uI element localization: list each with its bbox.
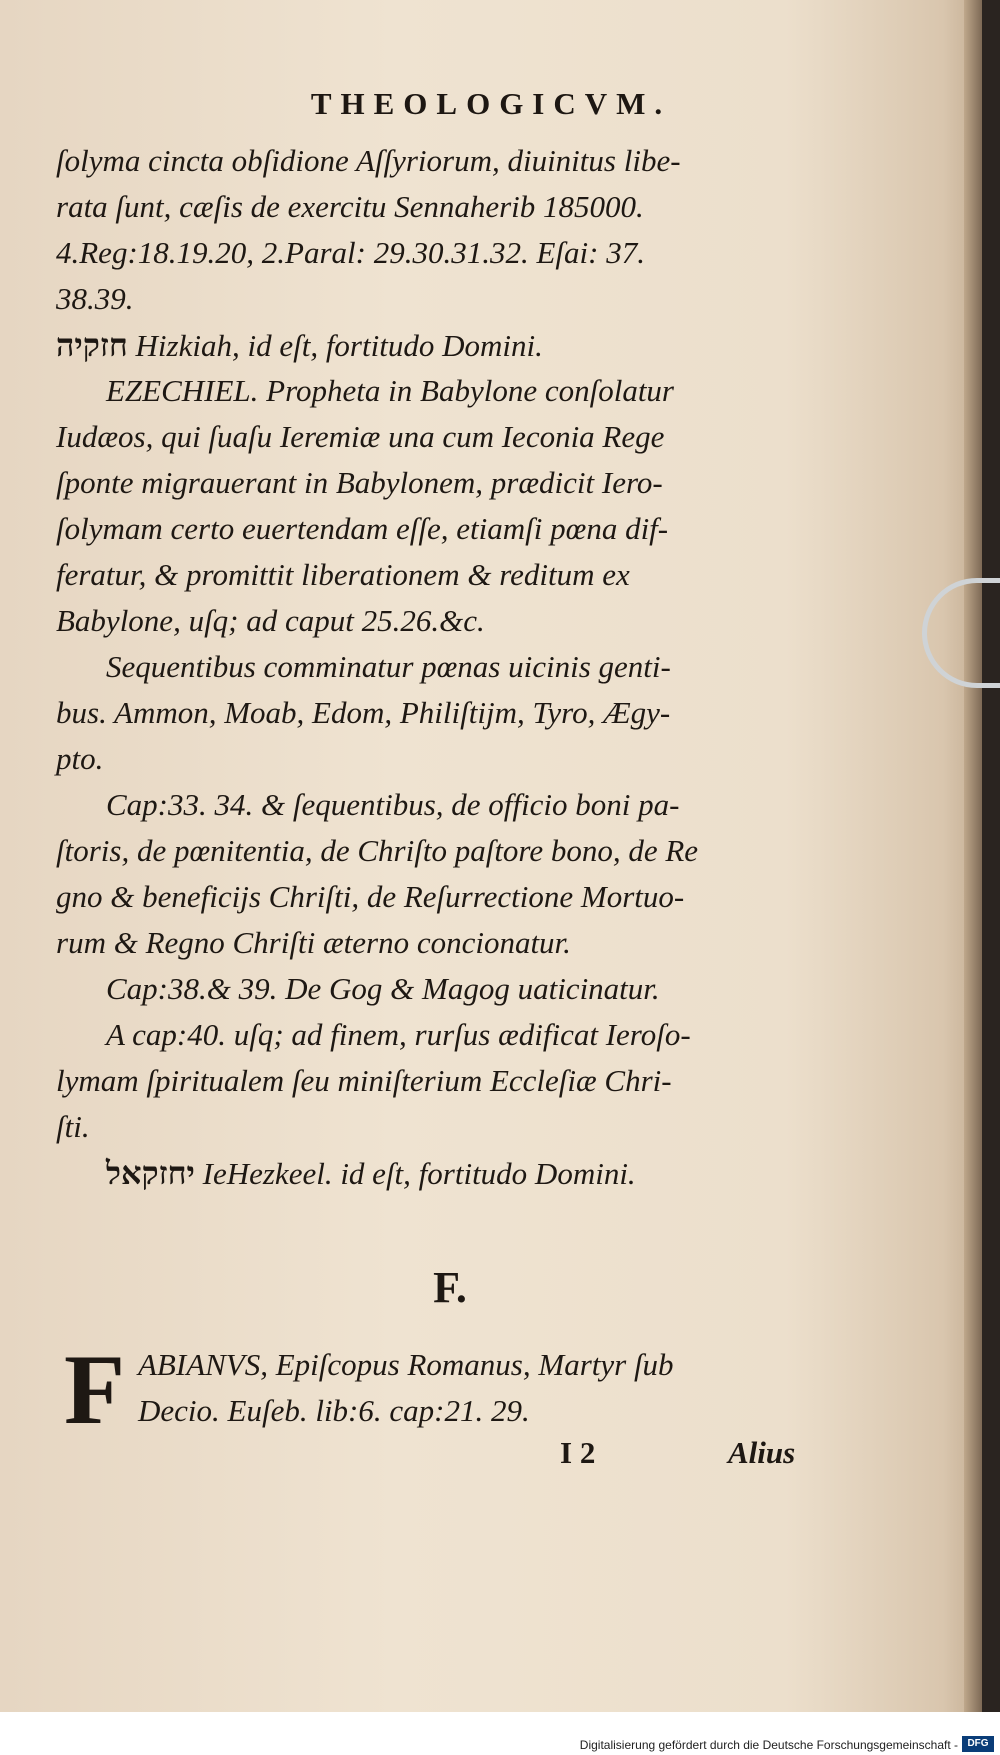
text-line <box>56 1012 816 1058</box>
text-line <box>56 138 816 184</box>
catchword: Alius <box>728 1435 796 1470</box>
hebrew-word: יחזקאל <box>106 1155 195 1191</box>
line-text: ſolyma cincta obſidione Aſſyriorum, diuinitus libe- <box>56 143 681 178</box>
section-letter: F. <box>433 1263 467 1312</box>
text-line <box>56 414 816 460</box>
text-line <box>56 690 816 736</box>
line-text: A cap:40. uſq; ad finem, rurſus ædificat Ieroſo- <box>106 1017 691 1052</box>
line-text: Hizkiah, id eſt, fortitudo Domini. <box>135 328 543 363</box>
footer-bar <box>0 1712 1000 1755</box>
line-text: IeHezkeel. id eſt, fortitudo Domini. <box>202 1156 636 1191</box>
footer-credit: Digitalisierung gefördert durch die Deutsche Forschungsgemeinschaft - <box>579 1738 958 1752</box>
text-line <box>56 184 816 230</box>
text-line <box>56 552 816 598</box>
line-text: 38.39. <box>56 281 134 316</box>
line-text: bus. Ammon, Moab, Edom, Philiſtijm, Tyro, Ægy- <box>56 695 671 730</box>
page-edge <box>964 0 982 1712</box>
line-text: ſponte migrauerant in Babylonem, prædicit Iero- <box>56 465 663 500</box>
text-line <box>56 598 816 644</box>
line-text: Cap:33. 34. & ſequentibus, de officio boni pa- <box>106 787 680 822</box>
text-line <box>56 782 816 828</box>
text-line <box>56 828 816 874</box>
text-line <box>56 920 816 966</box>
line-text: Cap:38.& 39. De Gog & Magog uaticinatur. <box>106 971 660 1006</box>
text-line <box>56 1058 816 1104</box>
line-text: rata ſunt, cæſis de exercitu Sennaherib 185000. <box>56 189 644 224</box>
line-text: EZECHIEL. Propheta in Babylone conſolatur <box>106 373 674 408</box>
line-text: rum & Regno Chriſti æterno concionatur. <box>56 925 571 960</box>
drop-cap: F <box>64 1334 126 1445</box>
line-text: lymam ſpiritualem ſeu miniſterium Eccleſiæ Chri- <box>56 1063 672 1098</box>
fabianus-line-1: ABIANVS, Epiſcopus Romanus, Martyr ſub <box>138 1347 674 1382</box>
running-header: THEOLOGICVM. <box>310 86 672 121</box>
line-text: gno & beneficijs Chriſti, de Reſurrectione Mortuo- <box>56 879 685 914</box>
text-line <box>56 874 816 920</box>
text-line <box>56 966 816 1012</box>
hebrew-word: חזקיה <box>56 327 128 363</box>
text-line <box>56 276 816 322</box>
text-line <box>56 736 816 782</box>
text-line <box>56 506 816 552</box>
text-line <box>56 460 816 506</box>
text-line <box>56 368 816 414</box>
line-text: ſolymam certo euertendam eſſe, etiamſi pœna dif- <box>56 511 669 546</box>
line-text: Iudæos, qui ſuaſu Ieremiæ una cum Ieconia Rege <box>56 419 665 454</box>
fabianus-line-2: Decio. Euſeb. lib:6. cap:21. 29. <box>138 1393 530 1428</box>
text-line <box>56 1104 816 1150</box>
text-line <box>56 1150 816 1196</box>
text-line <box>56 230 816 276</box>
page-clip <box>922 578 1000 688</box>
line-text: feratur, & promittit liberationem & reditum ex <box>56 557 630 592</box>
line-text: ſti. <box>56 1109 90 1144</box>
signature-mark: I 2 <box>560 1435 596 1470</box>
line-text: pto. <box>56 741 104 776</box>
line-text: Sequentibus comminatur pœnas uicinis genti- <box>106 649 671 684</box>
line-text: Babylone, uſq; ad caput 25.26.&c. <box>56 603 485 638</box>
fabianus-entry <box>138 1342 838 1434</box>
line-text: ſtoris, de pœnitentia, de Chriſto paſtore bono, de Re <box>56 833 699 868</box>
text-line <box>56 644 816 690</box>
body-text <box>56 138 816 1196</box>
text-line <box>56 322 816 368</box>
dfg-logo: DFG <box>962 1736 994 1752</box>
line-text: 4.Reg:18.19.20, 2.Paral: 29.30.31.32. Eſai: 37. <box>56 235 645 270</box>
